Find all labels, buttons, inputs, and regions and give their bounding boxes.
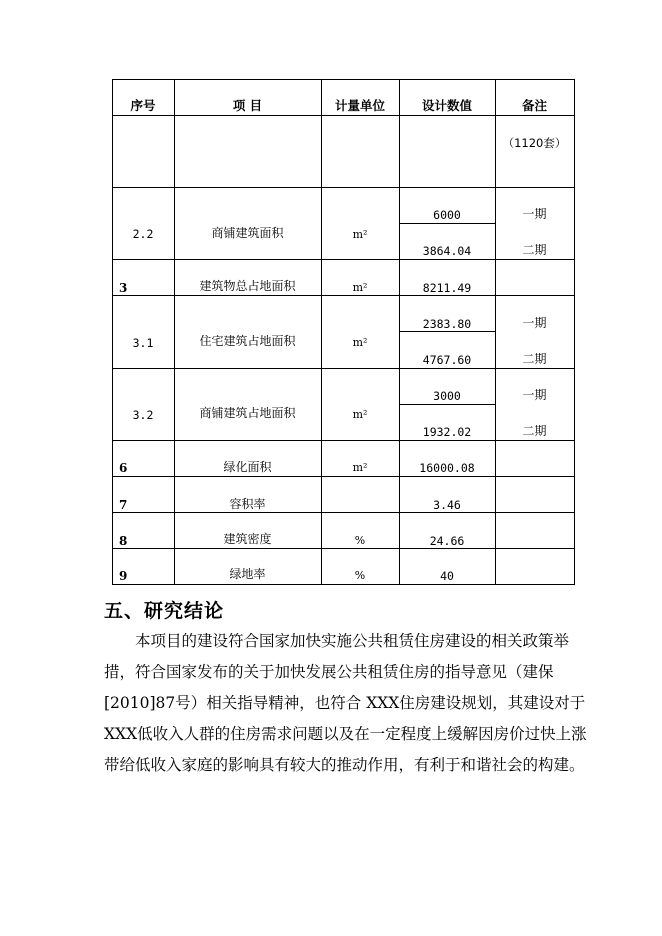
row-value: 3.46 (433, 498, 461, 512)
header-design-value: 设计数值 (421, 98, 472, 113)
row-value-phase2: 1932.02 (422, 425, 472, 439)
row-value: 8211.49 (422, 281, 472, 295)
row-item: 建筑物总占地面积 (199, 279, 296, 293)
row-unit: m² (352, 228, 368, 241)
row-unit: m² (352, 461, 368, 474)
row-index: 8 (119, 534, 128, 548)
table-row-divider (112, 187, 575, 188)
paragraph-line: 带给低收入家庭的影响具有较大的推动作用，有利于和谐社会的构建。 (104, 756, 585, 774)
table-row-divider (112, 295, 575, 296)
header-unit: 计量单位 (334, 98, 385, 113)
table-row-divider (112, 476, 575, 477)
row-index: 2.2 (132, 227, 154, 241)
table-col-divider (321, 79, 322, 585)
table-row-divider (112, 440, 575, 441)
row-index: 3.2 (132, 408, 154, 422)
row-value: 40 (440, 569, 454, 583)
conclusion-paragraph (104, 626, 587, 781)
row-unit: % (354, 569, 366, 582)
row-value-phase1: 3000 (433, 389, 461, 403)
row-note-phase2: 二期 (522, 243, 547, 257)
row-value-phase2: 3864.04 (422, 244, 472, 258)
row-index: 9 (119, 569, 128, 583)
row-item: 容积率 (229, 497, 266, 511)
paragraph-line: XXX低收入人群的住房需求问题以及在一定程度上缓解因房价过快上涨 (104, 725, 587, 743)
row-index: 7 (119, 498, 128, 512)
row-index: 3 (119, 281, 128, 295)
table-col-divider (495, 79, 496, 585)
row-item: 绿地率 (229, 567, 266, 581)
row-unit: m² (352, 281, 368, 294)
row-index: 6 (119, 461, 128, 475)
header-item: 项 目 (232, 98, 263, 113)
table-subrow-divider (399, 331, 495, 332)
paragraph-line: [2010]87号）相关指导精神，也符合 XXX住房建设规划，其建设对于 (104, 694, 586, 712)
row-value-phase1: 6000 (433, 208, 461, 222)
row-note-phase2: 二期 (522, 352, 547, 366)
note-cell: （1120套） (502, 136, 567, 150)
data-table (112, 79, 575, 585)
row-item: 住宅建筑占地面积 (199, 334, 296, 348)
row-note-phase2: 二期 (522, 424, 547, 438)
header-index: 序号 (130, 98, 156, 113)
row-item: 商铺建筑占地面积 (199, 406, 296, 420)
row-item: 建筑密度 (223, 532, 272, 546)
table-row-divider (112, 259, 575, 260)
row-value-phase2: 4767.60 (422, 353, 472, 367)
section-heading: 五、研究结论 (104, 600, 225, 622)
header-note: 备注 (521, 98, 547, 113)
table-row-divider (112, 548, 575, 549)
row-item: 绿化面积 (223, 460, 272, 474)
table-subrow-divider (399, 223, 495, 224)
table-border-right (574, 79, 575, 585)
row-index: 3.1 (132, 336, 154, 350)
row-unit: m² (352, 408, 368, 421)
row-item: 商铺建筑面积 (211, 226, 284, 240)
paragraph-line: 措，符合国家发布的关于加快发展公共租赁住房的指导意见（建保 (104, 663, 554, 681)
table-header-divider (112, 115, 575, 116)
row-note-phase1: 一期 (522, 388, 547, 402)
table-subrow-divider (399, 404, 495, 405)
row-note-phase1: 一期 (522, 207, 547, 221)
table-border-left (112, 79, 113, 585)
row-note-phase1: 一期 (522, 316, 547, 330)
row-value-phase1: 2383.80 (422, 317, 472, 331)
table-row-divider (112, 512, 575, 513)
row-unit: % (354, 534, 366, 547)
row-value: 16000.08 (419, 461, 475, 475)
row-value: 24.66 (429, 534, 465, 548)
table-row-divider (112, 368, 575, 369)
table-border-bottom (112, 584, 575, 585)
paragraph-line: 本项目的建设符合国家加快实施公共租赁住房建设的相关政策举 (135, 632, 570, 650)
row-unit: m² (352, 336, 368, 349)
table-border-top (112, 79, 575, 80)
